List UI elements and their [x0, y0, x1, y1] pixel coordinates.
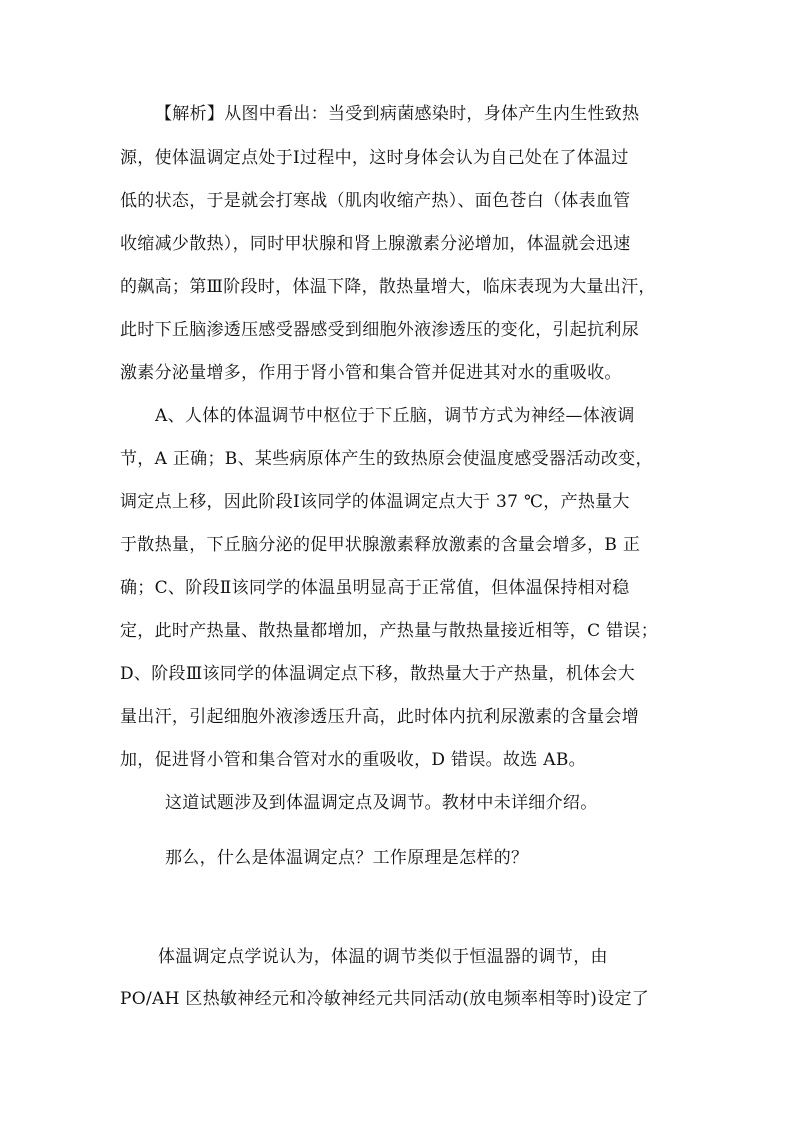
text-line-13: 定，此时产热量、散热量都增加，产热量与散热量接近相等，C 错误； [120, 621, 659, 641]
text-line-7: 激素分泌量增多，作用于肾小管和集合管并促进其对水的重吸收。 [120, 363, 622, 383]
text-line-9: 节，A 正确；B、某些病原体产生的致热原会使温度感受器活动改变， [120, 449, 653, 469]
text-line-18: 那么，什么是体温调定点？工作原理是怎样的？ [165, 848, 529, 868]
text-line-14: D、阶段Ⅲ该同学的体温调定点下移，散热量大于产热量，机体会大 [120, 664, 636, 684]
text-line-20: PO/AH 区热敏神经元和冷敏神经元共同活动(放电频率相等时)设定了 [120, 989, 650, 1009]
text-line-11: 于散热量，下丘脑分泌的促甲状腺激素释放激素的含量会增多，B 正 [120, 535, 641, 555]
text-line-4: 收缩减少散热），同时甲状腺和肾上腺激素分泌增加，体温就会迅速 [120, 234, 631, 254]
text-line-8: A、人体的体温调节中枢位于下丘脑，调节方式为神经—体液调 [155, 406, 635, 426]
text-line-1: 【解析】从图中看出：当受到病菌感染时，身体产生内生性致热 [155, 104, 640, 124]
text-line-10: 调定点上移，因此阶段Ⅰ该同学的体温调定点大于 37 ℃，产热量大 [120, 492, 630, 512]
text-line-16: 加，促进肾小管和集合管对水的重吸收，D 错误。故选 AB。 [120, 750, 586, 770]
text-line-12: 确；C、阶段Ⅱ该同学的体温虽明显高于正常值，但体温保持相对稳 [120, 578, 630, 598]
text-line-17: 这道试题涉及到体温调定点及调节。教材中未详细介绍。 [165, 793, 598, 813]
text-line-3: 低的状态，于是就会打寒战（肌肉收缩产热）、面色苍白（体表血管 [120, 191, 631, 211]
text-line-2: 源，使体温调定点处于Ⅰ过程中，这时身体会认为自己处在了体温过 [120, 148, 629, 168]
text-line-5: 的飙高；第Ⅲ阶段时，体温下降，散热量增大，临床表现为大量出汗， [120, 277, 656, 297]
text-line-6: 此时下丘脑渗透压感受器感受到细胞外液渗透压的变化，引起抗利尿 [120, 320, 639, 340]
text-line-19: 体温调定点学说认为，体温的调节类似于恒温器的调节，由 [158, 947, 608, 967]
text-line-15: 量出汗，引起细胞外液渗透压升高，此时体内抗利尿激素的含量会增 [120, 707, 639, 727]
